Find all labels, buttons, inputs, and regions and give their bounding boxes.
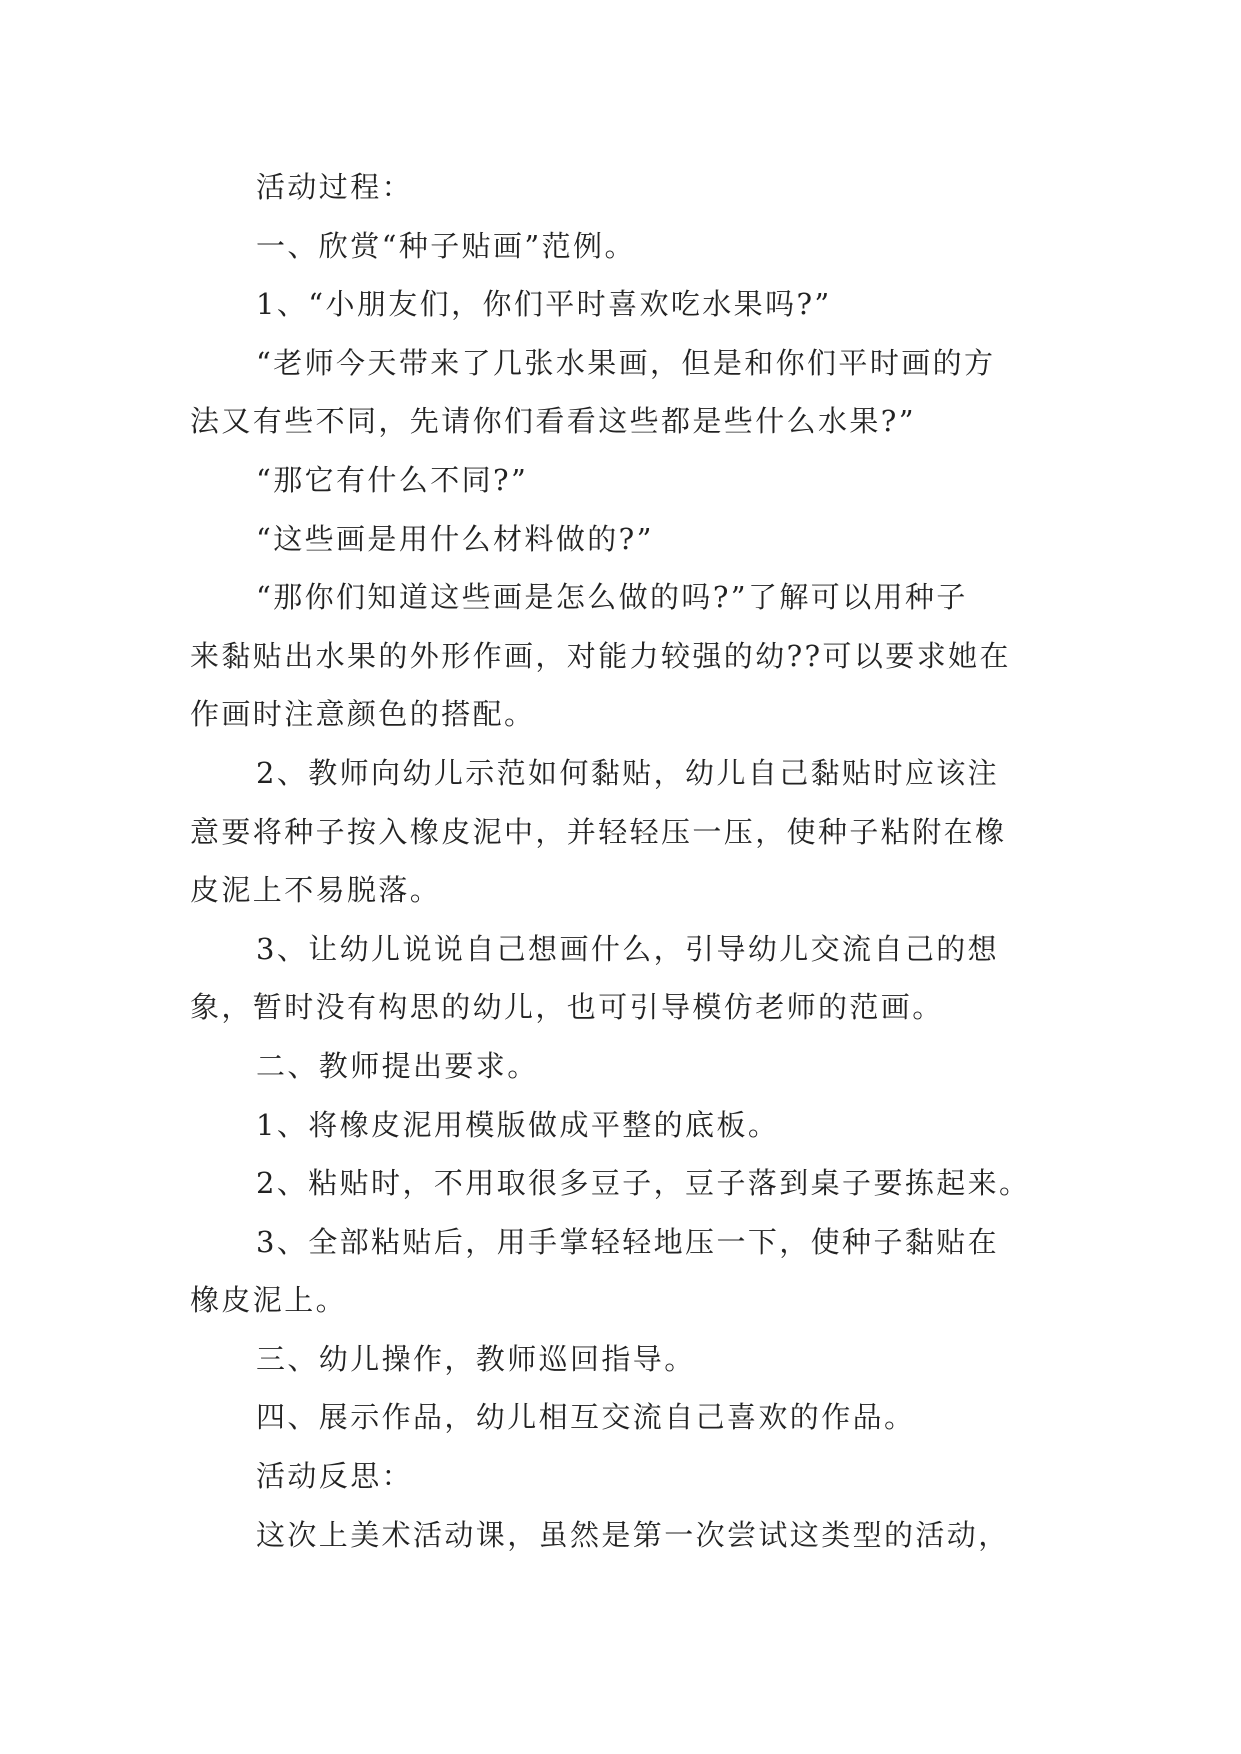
text-line: 2、教师向幼儿示范如何黏贴，幼儿自己黏贴时应该注	[256, 755, 1000, 790]
text-line: 1、“小朋友们，你们平时喜欢吃水果吗?”	[256, 287, 832, 322]
text-line: 一、欣赏“种子贴画”范例。	[256, 228, 636, 263]
text-line: “这些画是用什么材料做的?”	[256, 521, 654, 556]
text-line: 四、展示作品，幼儿相互交流自己喜欢的作品。	[256, 1400, 916, 1435]
text-line: 象，暂时没有构思的幼儿，也可引导模仿老师的范画。	[190, 990, 944, 1025]
text-line: 3、让幼儿说说自己想画什么，引导幼儿交流自己的想	[256, 931, 1000, 966]
text-line: “老师今天带来了几张水果画，但是和你们平时画的方	[256, 345, 996, 380]
text-line: 这次上美术活动课，虽然是第一次尝试这类型的活动，	[256, 1517, 1010, 1552]
text-line: 橡皮泥上。	[190, 1283, 348, 1318]
document-body	[190, 158, 1070, 1564]
text-line: 活动过程：	[256, 170, 414, 204]
text-line: 1、将橡皮泥用模版做成平整的底板。	[256, 1107, 780, 1142]
text-line: 法又有些不同，先请你们看看这些都是些什么水果?”	[190, 404, 916, 439]
text-line: 作画时注意颜色的搭配。	[190, 697, 536, 732]
text-line: 三、幼儿操作，教师巡回指导。	[256, 1341, 696, 1376]
text-line: 3、全部粘贴后，用手掌轻轻地压一下，使种子黏贴在	[256, 1224, 1000, 1259]
text-line: 意要将种子按入橡皮泥中，并轻轻压一压，使种子粘附在橡	[190, 814, 1007, 849]
text-line: 2、粘贴时，不用取很多豆子，豆子落到桌子要拣起来。	[256, 1166, 1031, 1201]
text-line: 二、教师提出要求。	[256, 1048, 539, 1083]
text-line: 皮泥上不易脱落。	[190, 873, 442, 908]
text-line: 活动反思：	[256, 1459, 414, 1494]
text-line: 来黏贴出水果的外形作画，对能力较强的幼??可以要求她在	[190, 638, 1011, 673]
text-line: “那它有什么不同?”	[256, 462, 529, 497]
text-line: “那你们知道这些画是怎么做的吗?”了解可以用种子	[256, 580, 968, 615]
